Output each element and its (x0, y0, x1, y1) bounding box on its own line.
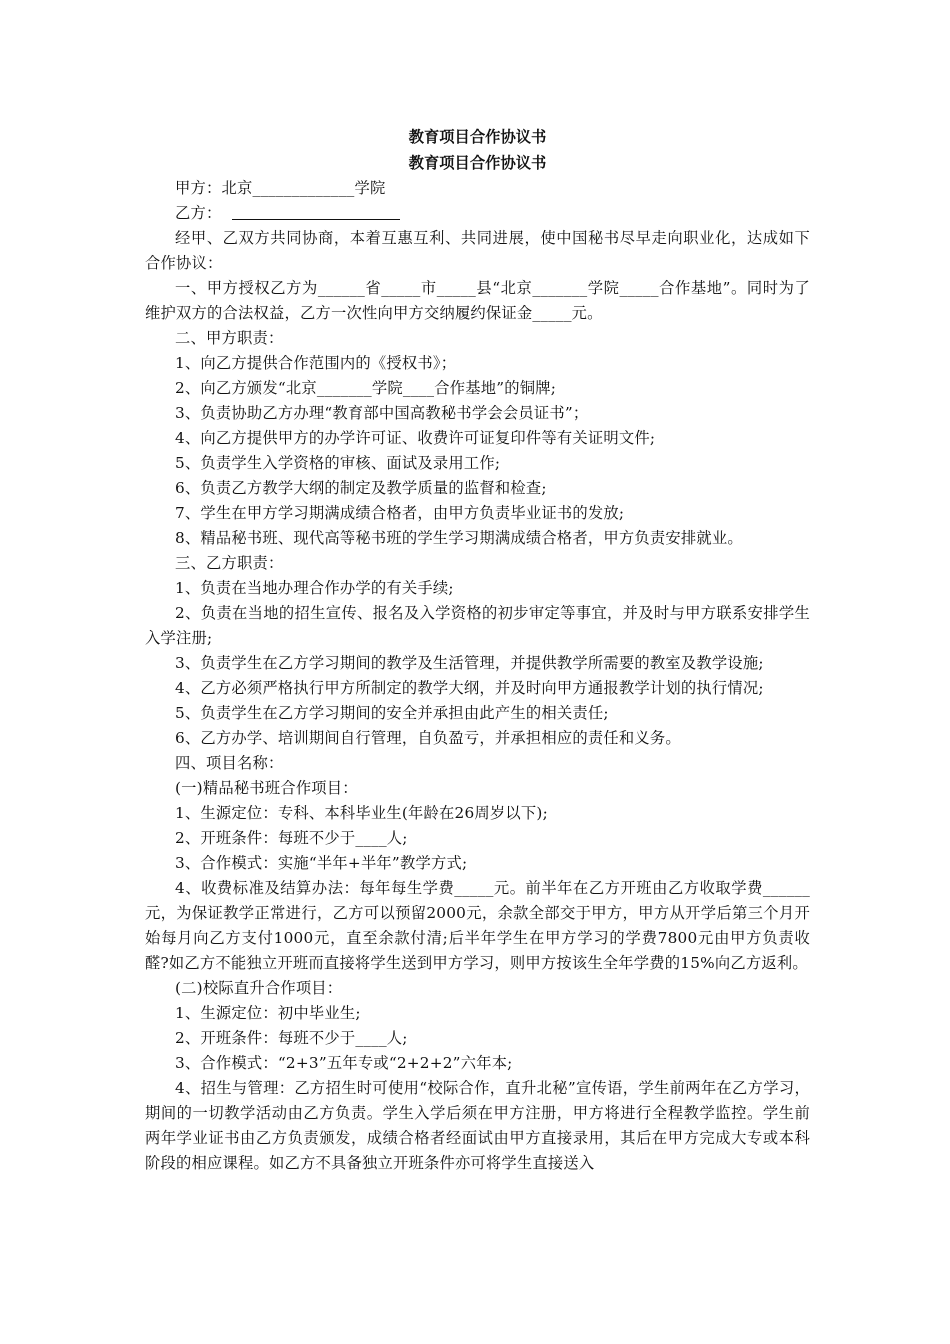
list-item: 5、负责学生在乙方学习期间的安全并承担由此产生的相关责任; (175, 704, 609, 722)
list-item: 2、向乙方颁发“北京_______学院____合作基地”的铜牌; (175, 379, 557, 397)
heading-section-2: 二、甲方职责： (175, 329, 284, 347)
list-item: 6、负责乙方教学大纲的制定及教学质量的监督和检查; (175, 479, 547, 497)
list-item: 3、负责学生在乙方学习期间的教学及生活管理，并提供教学所需要的教室及教学设施; (175, 654, 764, 672)
list-item: 1、向乙方提供合作范围内的《授权书》； (175, 354, 457, 372)
document-title: 教育项目合作协议书 (408, 128, 547, 146)
list-item: 2、负责在当地的招生宣传、报名及入学资格的初步审定等事宜，并及时与甲方联系安排学生入学注册; (145, 604, 810, 647)
list-item: 4、向乙方提供甲方的办学许可证、收费许可证复印件等有关证明文件; (175, 429, 656, 447)
list-item: 1、生源定位：初中毕业生; (175, 1004, 361, 1022)
list-item: 8、精品秘书班、现代高等秘书班的学生学习期满成绩合格者，甲方负责安排就业。 (175, 529, 743, 547)
list-item: 4、乙方必须严格执行甲方所制定的教学大纲，并及时向甲方通报教学计划的执行情况; (175, 679, 764, 697)
list-item: 3、合作模式：“2+3”五年专或“2+2+2”六年本; (175, 1054, 513, 1072)
list-item: 1、负责在当地办理合作办学的有关手续; (175, 579, 454, 597)
list-item: 2、开班条件：每班不少于____人; (175, 1029, 408, 1047)
heading-section-3: 三、乙方职责： (175, 554, 284, 572)
list-item: 6、乙方办学、培训期间自行管理，自负盈亏，并承担相应的责任和义务。 (175, 729, 681, 747)
list-item: 1、生源定位：专科、本科毕业生(年龄在26周岁以下); (175, 804, 548, 822)
list-item: 3、合作模式：实施“半年+半年”教学方式; (175, 854, 468, 872)
list-item: 2、开班条件：每班不少于____人; (175, 829, 408, 847)
subheading-project-2: (二)校际直升合作项目： (175, 979, 343, 997)
paragraph-intro: 经甲、乙双方共同协商，本着互惠互利、共同进展，使中国秘书尽早走向职业化，达成如下合作协议： (145, 229, 810, 272)
document-subtitle: 教育项目合作协议书 (408, 154, 547, 172)
list-item: 7、学生在甲方学习期满成绩合格者，由甲方负责毕业证书的发放; (175, 504, 625, 522)
subheading-project-1: (一)精品秘书班合作项目： (175, 779, 358, 797)
list-item: 4、收费标准及结算办法：每年每生学费_____元。前半年在乙方开班由乙方收取学费______元，为保证教学正常进行，乙方可以预留2000元，余款全部交于甲方，甲方从开学后第三个月开始每月向乙方支付1000元，直至余款付清;后半年学生在甲方学习的学费7800元由甲方负责收醛?如乙方不能独立开班而直接将学生送到甲方学习，则甲方按该生全年学费的15%向乙方返利。 (145, 879, 810, 972)
party-a-line: 甲方：北京_____________学院 (175, 179, 386, 197)
heading-section-4: 四、项目名称： (175, 754, 284, 772)
party-b-line (145, 201, 810, 226)
list-item: 3、负责协助乙方办理“教育部中国高教秘书学会会员证书”； (175, 404, 589, 422)
document-page (145, 120, 810, 1176)
list-item: 4、招生与管理：乙方招生时可使用“校际合作，直升北秘”宣传语，学生前两年在乙方学习，期间的一切教学活动由乙方负责。学生入学后须在甲方注册，甲方将进行全程教学监控。学生前两年学业证书由乙方负责颁发，成绩合格者经面试由甲方直接录用，其后在甲方完成大专或本科阶段的相应课程。如乙方不具备独立开班条件亦可将学生直接送入 (145, 1079, 810, 1172)
paragraph-section-1: 一、甲方授权乙方为______省_____市_____县“北京_______学院_____合作基地”。同时为了维护双方的合法权益，乙方一次性向甲方交纳履约保证金_____元。 (145, 279, 810, 322)
party-b-label: 乙方： (175, 204, 222, 222)
list-item: 5、负责学生入学资格的审核、面试及录用工作; (175, 454, 501, 472)
party-b-blank (232, 201, 400, 220)
